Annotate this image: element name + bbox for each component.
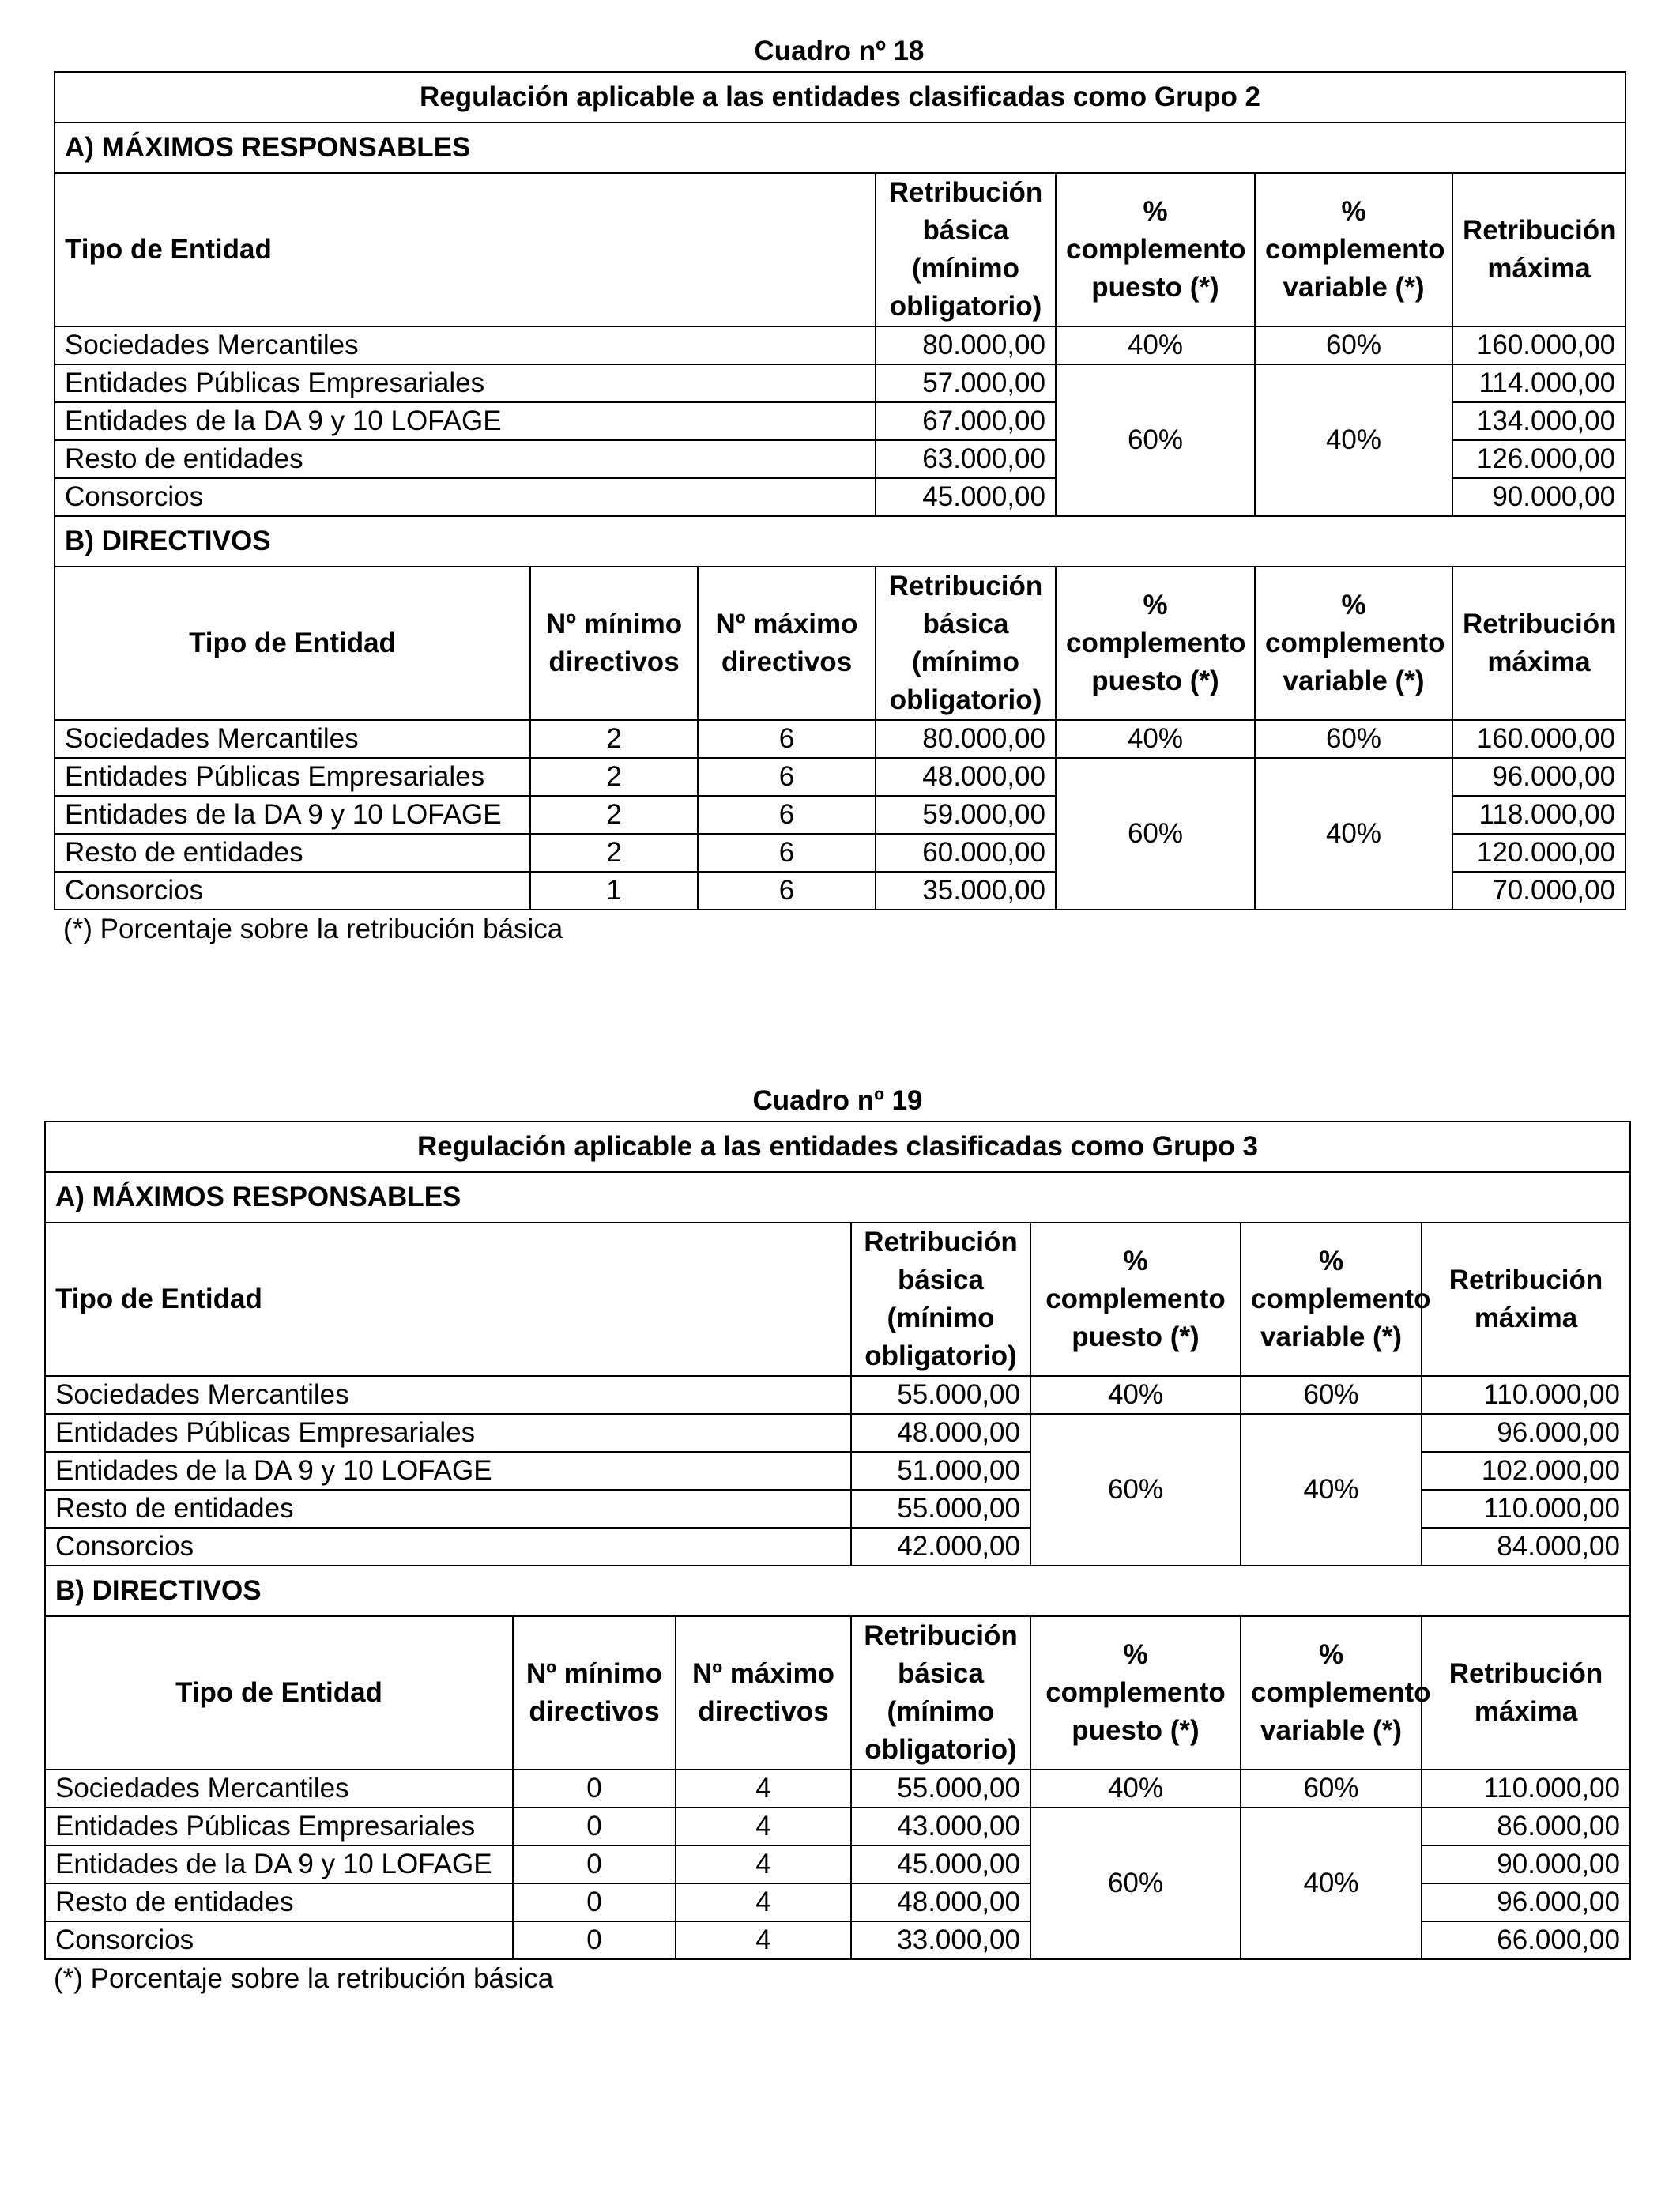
header-maxima: Retribución máxima xyxy=(1452,173,1625,326)
cell-puesto: 40% xyxy=(1056,326,1255,364)
cell-basica: 48.000,00 xyxy=(851,1414,1030,1452)
cell-maxima: 160.000,00 xyxy=(1452,326,1625,364)
header-min-directivos: Nº mínimo directivos xyxy=(513,1616,676,1770)
cell-tipo: Entidades de la DA 9 y 10 LOFAGE xyxy=(45,1452,851,1490)
cell-min: 2 xyxy=(530,758,698,796)
cell-basica: 67.000,00 xyxy=(876,402,1056,440)
cell-variable: 60% xyxy=(1255,326,1452,364)
cell-basica: 43.000,00 xyxy=(851,1808,1030,1845)
cell-tipo: Sociedades Mercantiles xyxy=(45,1770,513,1808)
cell-basica: 80.000,00 xyxy=(876,326,1056,364)
cell-max: 4 xyxy=(676,1770,851,1808)
cell-maxima: 96.000,00 xyxy=(1422,1883,1630,1921)
table-row xyxy=(45,1770,1630,1808)
cell-variable-merged: 40% xyxy=(1255,758,1452,910)
cell-min: 2 xyxy=(530,796,698,834)
section-b-label: B) DIRECTIVOS xyxy=(55,516,1625,567)
header-basica: Retribución básica (mínimo obligatorio) xyxy=(851,1223,1030,1376)
cell-tipo: Consorcios xyxy=(55,872,530,910)
cell-puesto: 40% xyxy=(1030,1376,1241,1414)
cell-max: 6 xyxy=(698,796,876,834)
regulation-title: Regulación aplicable a las entidades clasificadas como Grupo 2 xyxy=(55,72,1625,123)
cuadro-title: Cuadro nº 18 xyxy=(754,36,925,66)
cell-maxima: 118.000,00 xyxy=(1452,796,1625,834)
cell-basica: 57.000,00 xyxy=(876,364,1056,402)
cell-basica: 51.000,00 xyxy=(851,1452,1030,1490)
cell-tipo: Entidades Públicas Empresariales xyxy=(45,1414,851,1452)
cuadro-18 xyxy=(54,32,1625,948)
section-a-row xyxy=(45,1172,1630,1223)
cell-maxima: 126.000,00 xyxy=(1452,440,1625,478)
cell-max: 6 xyxy=(698,834,876,872)
cell-variable-merged: 40% xyxy=(1241,1414,1422,1566)
table-row xyxy=(55,364,1625,402)
table-row xyxy=(55,326,1625,364)
cell-max: 6 xyxy=(698,720,876,758)
cell-maxima: 84.000,00 xyxy=(1422,1528,1630,1566)
cell-puesto-merged: 60% xyxy=(1056,758,1255,910)
header-tipo: Tipo de Entidad xyxy=(55,567,530,720)
section-b-row xyxy=(45,1566,1630,1616)
cell-max: 4 xyxy=(676,1808,851,1845)
header-basica: Retribución básica (mínimo obligatorio) xyxy=(876,567,1056,720)
cell-maxima: 110.000,00 xyxy=(1422,1770,1630,1808)
cell-min: 1 xyxy=(530,872,698,910)
regulation-row xyxy=(55,72,1625,123)
cell-basica: 80.000,00 xyxy=(876,720,1056,758)
cell-tipo: Entidades Públicas Empresariales xyxy=(45,1808,513,1845)
cell-max: 4 xyxy=(676,1921,851,1959)
table-row xyxy=(45,1376,1630,1414)
cell-min: 0 xyxy=(513,1845,676,1883)
header-basica: Retribución básica (mínimo obligatorio) xyxy=(851,1616,1030,1770)
header-max-directivos: Nº máximo directivos xyxy=(676,1616,851,1770)
cell-puesto-merged: 60% xyxy=(1030,1808,1241,1959)
header-tipo: Tipo de Entidad xyxy=(45,1223,851,1376)
section-a-header-row xyxy=(55,173,1625,326)
cell-tipo: Consorcios xyxy=(45,1921,513,1959)
cell-tipo: Consorcios xyxy=(55,478,876,516)
cell-tipo: Resto de entidades xyxy=(45,1490,851,1528)
header-tipo: Tipo de Entidad xyxy=(45,1616,513,1770)
cell-maxima: 114.000,00 xyxy=(1452,364,1625,402)
cell-max: 4 xyxy=(676,1845,851,1883)
cell-tipo: Entidades de la DA 9 y 10 LOFAGE xyxy=(45,1845,513,1883)
cell-basica: 63.000,00 xyxy=(876,440,1056,478)
cuadro-title: Cuadro nº 19 xyxy=(752,1085,923,1116)
header-puesto: % complemento puesto (*) xyxy=(1030,1223,1241,1376)
cell-basica: 35.000,00 xyxy=(876,872,1056,910)
regulation-title: Regulación aplicable a las entidades clasificadas como Grupo 3 xyxy=(45,1122,1630,1172)
cell-puesto: 40% xyxy=(1030,1770,1241,1808)
cell-basica: 59.000,00 xyxy=(876,796,1056,834)
cell-tipo: Entidades de la DA 9 y 10 LOFAGE xyxy=(55,796,530,834)
header-variable: % complemento variable (*) xyxy=(1241,1223,1422,1376)
cell-max: 4 xyxy=(676,1883,851,1921)
section-a-label: A) MÁXIMOS RESPONSABLES xyxy=(55,123,1625,173)
cell-variable: 60% xyxy=(1241,1376,1422,1414)
cell-variable: 60% xyxy=(1255,720,1452,758)
cell-variable: 60% xyxy=(1241,1770,1422,1808)
cell-basica: 55.000,00 xyxy=(851,1770,1030,1808)
header-puesto: % complemento puesto (*) xyxy=(1030,1616,1241,1770)
cell-basica: 45.000,00 xyxy=(876,478,1056,516)
cell-tipo: Consorcios xyxy=(45,1528,851,1566)
section-a-header-row xyxy=(45,1223,1630,1376)
cell-tipo: Entidades de la DA 9 y 10 LOFAGE xyxy=(55,402,876,440)
cell-tipo: Resto de entidades xyxy=(55,440,876,478)
cell-basica: 45.000,00 xyxy=(851,1845,1030,1883)
cell-basica: 48.000,00 xyxy=(851,1883,1030,1921)
section-b-header-row xyxy=(45,1616,1630,1770)
section-b-label: B) DIRECTIVOS xyxy=(45,1566,1630,1616)
cell-basica: 42.000,00 xyxy=(851,1528,1030,1566)
cell-min: 0 xyxy=(513,1921,676,1959)
cell-maxima: 160.000,00 xyxy=(1452,720,1625,758)
cell-maxima: 102.000,00 xyxy=(1422,1452,1630,1490)
cell-maxima: 120.000,00 xyxy=(1452,834,1625,872)
cell-min: 2 xyxy=(530,720,698,758)
cell-puesto: 40% xyxy=(1056,720,1255,758)
regulation-table-grupo-2 xyxy=(54,71,1626,910)
cell-min: 0 xyxy=(513,1883,676,1921)
section-a-row xyxy=(55,123,1625,173)
cell-maxima: 90.000,00 xyxy=(1422,1845,1630,1883)
header-min-directivos: Nº mínimo directivos xyxy=(530,567,698,720)
cell-maxima: 96.000,00 xyxy=(1452,758,1625,796)
cell-maxima: 96.000,00 xyxy=(1422,1414,1630,1452)
header-maxima: Retribución máxima xyxy=(1452,567,1625,720)
cell-basica: 48.000,00 xyxy=(876,758,1056,796)
section-b-row xyxy=(55,516,1625,567)
cell-maxima: 86.000,00 xyxy=(1422,1808,1630,1845)
cell-max: 6 xyxy=(698,872,876,910)
cell-puesto-merged: 60% xyxy=(1056,364,1255,516)
regulation-table-grupo-3 xyxy=(44,1121,1631,1960)
header-basica: Retribución básica (mínimo obligatorio) xyxy=(876,173,1056,326)
footnote: (*) Porcentaje sobre la retribución básica xyxy=(54,1963,554,1994)
header-maxima: Retribución máxima xyxy=(1422,1616,1630,1770)
cell-basica: 55.000,00 xyxy=(851,1376,1030,1414)
cell-min: 0 xyxy=(513,1808,676,1845)
cell-min: 2 xyxy=(530,834,698,872)
regulation-row xyxy=(45,1122,1630,1172)
cell-maxima: 66.000,00 xyxy=(1422,1921,1630,1959)
table-row xyxy=(45,1808,1630,1845)
header-puesto: % complemento puesto (*) xyxy=(1056,173,1255,326)
header-tipo: Tipo de Entidad xyxy=(55,173,876,326)
table-row xyxy=(45,1414,1630,1452)
header-variable: % complemento variable (*) xyxy=(1241,1616,1422,1770)
cell-tipo: Resto de entidades xyxy=(55,834,530,872)
cuadro-19 xyxy=(44,1081,1631,1998)
header-variable: % complemento variable (*) xyxy=(1255,173,1452,326)
cell-tipo: Resto de entidades xyxy=(45,1883,513,1921)
footnote: (*) Porcentaje sobre la retribución básica xyxy=(63,914,563,944)
header-maxima: Retribución máxima xyxy=(1422,1223,1630,1376)
cell-maxima: 90.000,00 xyxy=(1452,478,1625,516)
cell-tipo: Entidades Públicas Empresariales xyxy=(55,364,876,402)
section-b-header-row xyxy=(55,567,1625,720)
cell-tipo: Sociedades Mercantiles xyxy=(45,1376,851,1414)
section-a-label: A) MÁXIMOS RESPONSABLES xyxy=(45,1172,1630,1223)
cell-maxima: 134.000,00 xyxy=(1452,402,1625,440)
header-variable: % complemento variable (*) xyxy=(1255,567,1452,720)
cell-variable-merged: 40% xyxy=(1255,364,1452,516)
cell-basica: 55.000,00 xyxy=(851,1490,1030,1528)
cell-variable-merged: 40% xyxy=(1241,1808,1422,1959)
cell-maxima: 70.000,00 xyxy=(1452,872,1625,910)
cell-maxima: 110.000,00 xyxy=(1422,1376,1630,1414)
header-puesto: % complemento puesto (*) xyxy=(1056,567,1255,720)
cell-basica: 60.000,00 xyxy=(876,834,1056,872)
cell-basica: 33.000,00 xyxy=(851,1921,1030,1959)
cell-max: 6 xyxy=(698,758,876,796)
header-max-directivos: Nº máximo directivos xyxy=(698,567,876,720)
cell-puesto-merged: 60% xyxy=(1030,1414,1241,1566)
cell-tipo: Sociedades Mercantiles xyxy=(55,720,530,758)
cell-maxima: 110.000,00 xyxy=(1422,1490,1630,1528)
cell-min: 0 xyxy=(513,1770,676,1808)
table-row xyxy=(55,720,1625,758)
cell-tipo: Entidades Públicas Empresariales xyxy=(55,758,530,796)
table-row xyxy=(55,758,1625,796)
cell-tipo: Sociedades Mercantiles xyxy=(55,326,876,364)
